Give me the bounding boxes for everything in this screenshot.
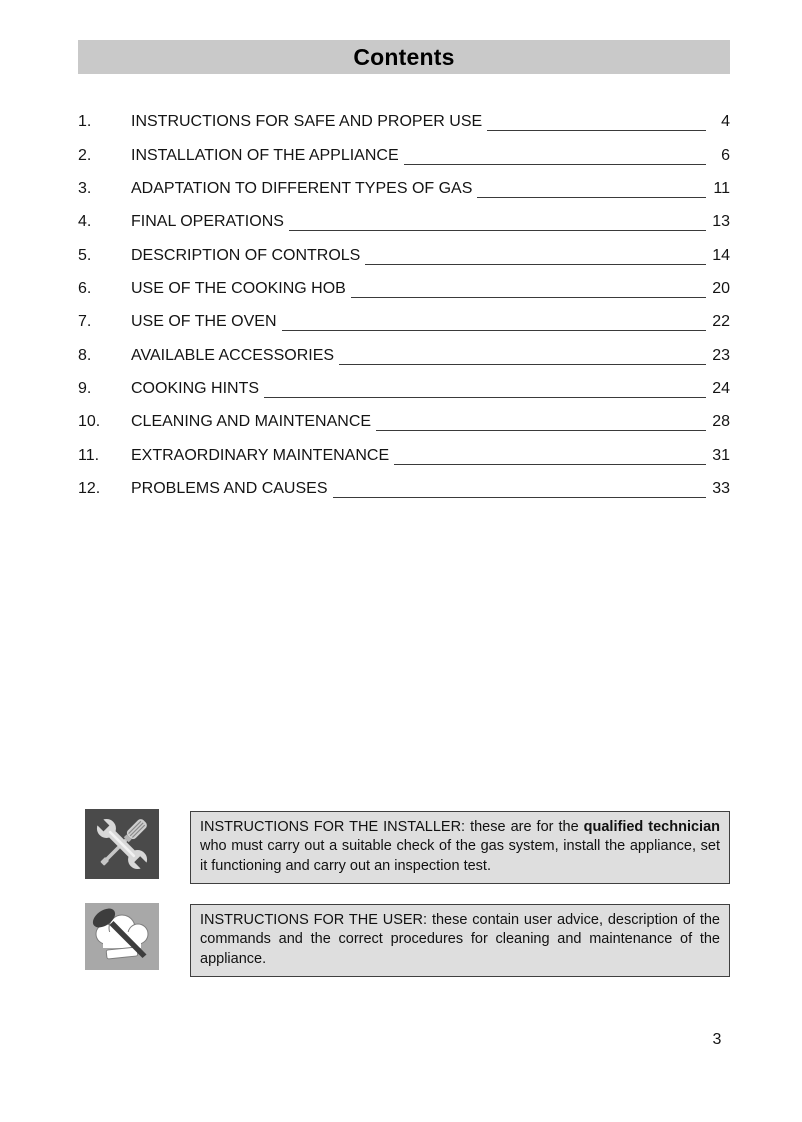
table-of-contents (78, 98, 730, 498)
toc-entry-title: AVAILABLE ACCESSORIES (131, 346, 335, 364)
toc-entry-title: INSTRUCTIONS FOR SAFE AND PROPER USE (131, 113, 483, 131)
toc-entry-number: 11. (78, 446, 100, 464)
toc-entry-page: 33 (712, 480, 730, 498)
toc-leader-line (487, 116, 706, 131)
toc-entry-page: 31 (712, 446, 730, 464)
toc-entry-number: 5. (78, 246, 92, 264)
toc-leader-line (365, 250, 706, 265)
toc-leader-line (333, 483, 707, 498)
toc-entry-page: 13 (712, 213, 730, 231)
toc-entry-number: 3. (78, 180, 92, 198)
toc-entry-number: 7. (78, 313, 92, 331)
toc-leader-line (351, 283, 706, 298)
toc-leader-line (282, 316, 706, 331)
toc-entry-page: 11 (713, 180, 730, 198)
toc-entry-title: COOKING HINTS (131, 380, 260, 398)
toc-entry-number: 6. (78, 280, 92, 298)
toc-entry-title: DESCRIPTION OF CONTROLS (131, 246, 361, 264)
toc-entry-title: PROBLEMS AND CAUSES (131, 480, 328, 498)
toc-entry-number: 9. (78, 380, 92, 398)
page-number: 3 (712, 1031, 722, 1048)
toc-entry-number: 1. (78, 113, 92, 131)
installer-instructions-box: INSTRUCTIONS FOR THE INSTALLER: these are for the qualified technician who must carry out a suitable check of the gas system, install the appliance, set it functioning and carry out an inspection test. (190, 811, 730, 884)
user-instructions-box: INSTRUCTIONS FOR THE USER: these contain user advice, description of the commands and the correct procedures for cleaning and maintenance of the appliance. (190, 904, 730, 977)
page-title: Contents (353, 43, 455, 70)
toc-entry-page: 24 (712, 380, 730, 398)
toc-entry-page: 6 (721, 146, 730, 164)
toc-entry (78, 298, 730, 331)
toc-entry-title: EXTRAORDINARY MAINTENANCE (131, 446, 390, 464)
toc-entry (78, 198, 730, 231)
toc-entry (78, 331, 730, 364)
toc-entry (78, 98, 730, 131)
toc-entry-title: FINAL OPERATIONS (131, 213, 284, 231)
toc-entry-page: 28 (712, 413, 730, 431)
toc-leader-line (404, 150, 706, 165)
toc-entry (78, 431, 730, 464)
toc-entry-number: 12. (78, 480, 101, 498)
toc-entry-page: 4 (721, 113, 730, 131)
toc-entry-page: 14 (712, 246, 730, 264)
toc-entry (78, 465, 730, 498)
toc-leader-line (339, 350, 706, 365)
toc-entry-title: CLEANING AND MAINTENANCE (131, 413, 372, 431)
toc-entry-number: 8. (78, 346, 92, 364)
toc-entry-number: 10. (78, 413, 101, 431)
toc-entry (78, 131, 730, 164)
toc-leader-line (376, 416, 706, 431)
tools-icon (85, 809, 159, 879)
contents-header-bar (78, 40, 730, 74)
toc-leader-line (477, 183, 706, 198)
toc-entry-number: 2. (78, 146, 92, 164)
toc-entry (78, 165, 730, 198)
toc-leader-line (394, 450, 706, 465)
toc-entry-title: USE OF THE OVEN (131, 313, 277, 331)
toc-entry-title: ADAPTATION TO DIFFERENT TYPES OF GAS (131, 180, 473, 198)
chef-hat-spoon-icon (85, 903, 159, 970)
toc-entry-page: 20 (712, 280, 730, 298)
toc-entry-number: 4. (78, 213, 92, 231)
toc-entry-page: 22 (712, 313, 730, 331)
toc-leader-line (289, 216, 706, 231)
toc-leader-line (264, 383, 706, 398)
toc-entry (78, 398, 730, 431)
toc-entry (78, 231, 730, 264)
toc-entry (78, 265, 730, 298)
toc-entry-page: 23 (712, 346, 730, 364)
toc-entry (78, 365, 730, 398)
toc-entry-title: USE OF THE COOKING HOB (131, 280, 346, 298)
toc-entry-title: INSTALLATION OF THE APPLIANCE (131, 146, 399, 164)
